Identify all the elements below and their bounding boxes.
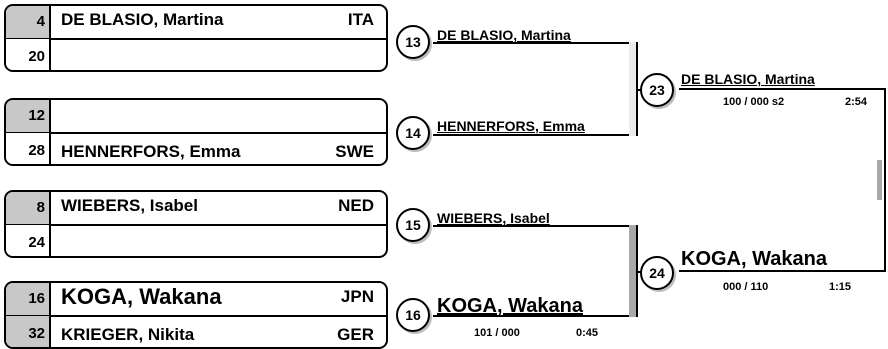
match-row-top bbox=[6, 100, 386, 134]
match-time: 1:15 bbox=[829, 281, 852, 293]
match-number-badge[interactable]: 16 bbox=[396, 298, 430, 332]
match-number-badge[interactable]: 24 bbox=[640, 256, 674, 290]
match-number-badge[interactable]: 13 bbox=[396, 25, 430, 59]
bracket-line bbox=[884, 88, 886, 272]
seed-number: 20 bbox=[6, 39, 51, 71]
match-number-badge[interactable]: 14 bbox=[396, 116, 430, 150]
winner-name: DE BLASIO, Martina bbox=[437, 27, 571, 43]
country-code: JPN bbox=[340, 287, 374, 306]
match-card-3[interactable] bbox=[4, 190, 388, 258]
match-number-badge[interactable]: 23 bbox=[640, 73, 674, 107]
seed-number: 28 bbox=[6, 133, 51, 165]
seed-number: 12 bbox=[6, 100, 51, 132]
player-name: WIEBERS, Isabel bbox=[61, 196, 198, 215]
match-row-top bbox=[6, 192, 386, 226]
match-row-top bbox=[6, 6, 386, 40]
bracket-shade bbox=[877, 160, 882, 200]
match-row-bottom bbox=[6, 225, 386, 257]
bracket-line bbox=[679, 88, 886, 90]
match-row-bottom bbox=[6, 133, 386, 165]
bracket-shade bbox=[629, 225, 636, 317]
match-row-bottom bbox=[6, 39, 386, 71]
match-score: 100 / 000 s2 bbox=[723, 96, 785, 108]
match-time: 0:45 bbox=[576, 327, 599, 339]
country-code: SWE bbox=[335, 142, 374, 161]
match-score: 101 / 000 bbox=[474, 327, 520, 339]
seed-number: 8 bbox=[6, 192, 51, 224]
match-card-4[interactable] bbox=[4, 281, 388, 349]
winner-name: DE BLASIO, Martina bbox=[681, 71, 815, 87]
match-number-badge[interactable]: 15 bbox=[396, 208, 430, 242]
player-name: HENNERFORS, Emma bbox=[61, 142, 241, 161]
match-score: 000 / 110 bbox=[723, 281, 769, 293]
country-code: GER bbox=[337, 325, 374, 344]
winner-name: KOGA, Wakana bbox=[437, 295, 583, 317]
country-code: NED bbox=[338, 196, 374, 215]
winner-name: HENNERFORS, Emma bbox=[437, 118, 585, 134]
match-card-2[interactable] bbox=[4, 98, 388, 166]
match-card-1[interactable] bbox=[4, 4, 388, 72]
match-time: 2:54 bbox=[845, 96, 868, 108]
seed-number: 4 bbox=[6, 6, 51, 38]
match-row-bottom bbox=[6, 316, 386, 348]
bracket-line bbox=[433, 134, 638, 136]
seed-number: 24 bbox=[6, 225, 51, 257]
player-name: KRIEGER, Nikita bbox=[61, 325, 195, 344]
player-name: KOGA, Wakana bbox=[61, 284, 222, 309]
country-code: ITA bbox=[347, 10, 374, 29]
winner-name: KOGA, Wakana bbox=[681, 248, 827, 270]
player-name: DE BLASIO, Martina bbox=[61, 10, 224, 29]
seed-number: 16 bbox=[6, 283, 51, 315]
bracket-shade bbox=[629, 42, 636, 136]
winner-name: WIEBERS, Isabel bbox=[437, 210, 550, 226]
match-row-top bbox=[6, 283, 386, 317]
seed-number: 32 bbox=[6, 316, 51, 348]
